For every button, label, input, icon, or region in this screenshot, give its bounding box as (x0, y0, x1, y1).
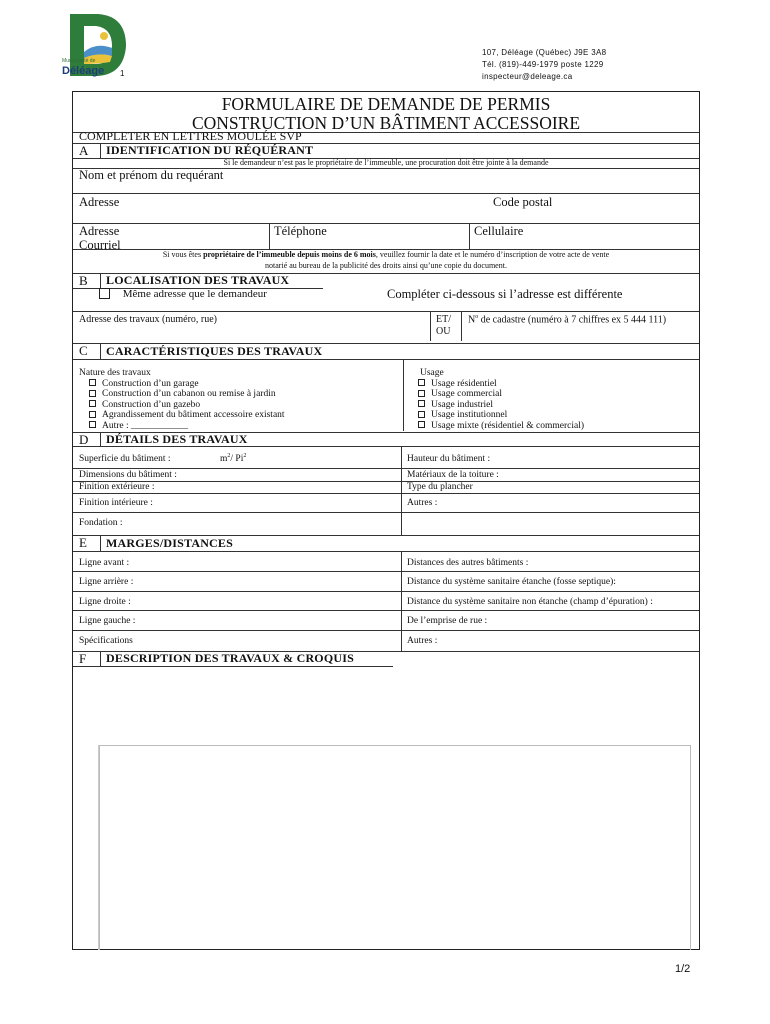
usage-item-residential[interactable] (418, 379, 584, 390)
divider (73, 630, 699, 631)
height-field[interactable]: Hauteur du bâtiment : (407, 454, 491, 464)
divider (73, 591, 699, 592)
unit-sup: 2 (227, 453, 231, 459)
section-a-note: Si le demandeur n’est pas le propriétaire de l’immeuble, une procuration doit être jointe à la demande (223, 158, 549, 167)
usage-item-label: Usage industriel (431, 399, 494, 410)
divider (269, 223, 270, 249)
section-f-title: DESCRIPTION DES TRAVAUX & CROQUIS (106, 651, 354, 665)
divider (100, 535, 101, 551)
section-c-title: CARACTÉRISTIQUES DES TRAVAUX (106, 344, 323, 358)
divider (73, 311, 699, 312)
area-unit (220, 453, 246, 464)
divider (73, 551, 699, 552)
section-c-letter: C (79, 343, 88, 358)
divider (100, 651, 101, 666)
floor-field[interactable]: Type du plancher (407, 482, 473, 492)
divider (73, 666, 393, 667)
section-a-title: IDENTIFICATION DU RÉQUÉRANT (106, 143, 314, 157)
nature-item-garage[interactable] (79, 379, 285, 390)
owner-note-pre: Si vous êtes (162, 250, 204, 259)
divider (73, 481, 699, 482)
email-label-line1: Adresse (79, 224, 120, 238)
section-e-letter: E (79, 535, 87, 550)
nature-item-shed[interactable] (79, 389, 285, 400)
postal-code-field[interactable]: Code postal (493, 195, 553, 209)
nature-item-label: Construction d’un garage (102, 378, 199, 389)
and-or-label (436, 314, 451, 338)
nature-item-gazebo[interactable] (79, 400, 285, 411)
divider (401, 446, 402, 536)
street-field[interactable]: De l’emprise de rue : (407, 616, 488, 626)
divider (73, 571, 699, 572)
usage-item-label: Usage résidentiel (431, 378, 497, 389)
permit-form (72, 91, 700, 950)
area-field[interactable]: Superficie du bâtiment : (79, 454, 171, 464)
usage-list (418, 368, 584, 432)
owner-note-post: , veuillez fournir la date et le numéro d’inscription de votre acte de vente (375, 250, 610, 259)
section-e-title: MARGES/DISTANCES (106, 536, 234, 550)
cadastre-label: de cadastre (numéro à 7 chiffres ex 5 444 111) (478, 314, 667, 326)
divider (100, 273, 101, 288)
usage-item-commercial[interactable] (418, 389, 584, 400)
divider (100, 143, 101, 158)
logo-sun (100, 32, 108, 40)
and-label: ET/ (436, 314, 451, 325)
divider (430, 311, 431, 341)
unit-pi: / Pi (230, 454, 244, 465)
checkbox[interactable] (418, 379, 425, 386)
requester-name-field[interactable]: Nom et prénom du requérant (79, 168, 224, 182)
divider (73, 610, 699, 611)
checkbox[interactable] (89, 411, 96, 418)
ext-finish-field[interactable]: Finition extérieure : (79, 482, 155, 492)
section-d-letter: D (79, 432, 89, 447)
divider (469, 223, 470, 249)
owner-note (73, 250, 699, 271)
phone-field[interactable]: Téléphone (274, 224, 327, 238)
divider (73, 446, 699, 447)
unit-sup: 2 (243, 453, 247, 459)
municipality-name: Déléage (62, 65, 105, 77)
municipality-small-label: Municipalité de (62, 58, 96, 64)
checkbox[interactable] (89, 390, 96, 397)
owner-note-bold: propriétaire de l’immeuble depuis moins de 6 mois (203, 250, 376, 259)
roof-field[interactable]: Matériaux de la toiture : (407, 470, 499, 480)
nature-item-label: Autre : ____________ (102, 420, 189, 431)
cell-field[interactable]: Cellulaire (474, 224, 524, 238)
other-buildings-field[interactable]: Distances des autres bâtiments : (407, 558, 529, 568)
dimensions-field[interactable]: Dimensions du bâtiment : (79, 470, 177, 480)
requester-email-field[interactable] (79, 224, 121, 252)
checkbox[interactable] (89, 400, 96, 407)
divider (100, 432, 101, 446)
unit-m: m (220, 454, 228, 465)
form-title-line2: CONSTRUCTION D’UN BÂTIMENT ACCESSOIRE (191, 113, 581, 133)
contact-email[interactable]: inspecteur@deleage.ca (482, 72, 573, 81)
contact-address: 107, Déléage (Québec) J9E 3A8 (482, 48, 607, 57)
logo-number: 1 (120, 69, 125, 78)
cadastre-field[interactable] (468, 314, 666, 325)
checkbox[interactable] (418, 411, 425, 418)
divider (73, 193, 699, 194)
contact-block (482, 47, 606, 83)
checkbox[interactable] (89, 379, 96, 386)
divider (73, 468, 699, 469)
sketch-area[interactable] (99, 745, 691, 950)
same-address-checkbox[interactable] (99, 288, 110, 299)
nature-list (79, 368, 285, 432)
divider (73, 512, 699, 513)
nature-item-label: Agrandissement du bâtiment accessoire existant (102, 410, 285, 421)
nature-item-label: Construction d’un cabanon ou remise à jardin (102, 389, 276, 400)
divider (73, 359, 699, 360)
nature-item-extension[interactable] (79, 410, 285, 421)
section-f-letter: F (79, 651, 87, 666)
work-address-field[interactable]: Adresse des travaux (numéro, rue) (79, 314, 218, 325)
usage-item-label: Usage mixte (résidentiel & commercial) (431, 420, 584, 431)
septic-field[interactable]: Distance du système sanitaire étanche (fosse septique): (407, 577, 616, 587)
front-line-field[interactable]: Ligne avant : (79, 558, 130, 568)
divider (401, 551, 402, 652)
owner-note-line2: notarié au bureau de la publicité des droits ainsi qu’une copie du document. (265, 260, 507, 270)
same-address-label: Même adresse que le demandeur (122, 288, 267, 300)
divider (403, 359, 404, 431)
usage-item-industrial[interactable] (418, 400, 584, 411)
others-distance-field[interactable]: Autres : (407, 636, 438, 646)
nature-item-other[interactable] (79, 421, 285, 432)
right-line-field[interactable]: Ligne droite : (79, 597, 131, 607)
section-d-title: DÉTAILS DES TRAVAUX (106, 432, 248, 446)
usage-item-label: Usage institutionnel (431, 410, 508, 421)
logo-text (62, 58, 104, 77)
cadastre-n: N (468, 314, 476, 326)
email-label-line2: Courriel (79, 238, 121, 252)
nature-item-label: Construction d’un gazebo (102, 399, 201, 410)
divider (73, 223, 699, 224)
cadastre-sup: o (475, 314, 479, 320)
section-a-letter: A (79, 143, 89, 158)
divider (100, 343, 101, 359)
divider (73, 493, 699, 494)
or-label: OU (436, 326, 451, 337)
divider (461, 311, 462, 341)
section-b-letter: B (79, 273, 88, 288)
usage-item-label: Usage commercial (431, 389, 502, 400)
nature-label: Nature des travaux (79, 368, 151, 378)
left-line-field[interactable]: Ligne gauche : (79, 616, 136, 626)
usage-item-mixed[interactable] (418, 421, 584, 432)
form-title-line1: FORMULAIRE DE DEMANDE DE PERMIS (221, 94, 551, 114)
others-field[interactable]: Autres : (407, 498, 438, 508)
drain-field[interactable]: Distance du système sanitaire non étanche (champ d’épuration) : (407, 597, 653, 607)
int-finish-field[interactable]: Finition intérieure : (79, 498, 153, 508)
checkbox[interactable] (89, 421, 96, 428)
usage-item-institutional[interactable] (418, 410, 584, 421)
foundation-field[interactable]: Fondation : (79, 518, 123, 528)
section-b-title: LOCALISATION DES TRAVAUX (106, 273, 290, 287)
requester-address-field[interactable]: Adresse (79, 195, 120, 209)
usage-label: Usage (420, 368, 444, 378)
back-line-field[interactable]: Ligne arrière : (79, 577, 134, 587)
checkbox[interactable] (418, 421, 425, 428)
checkbox[interactable] (418, 390, 425, 397)
instruction-text: COMPLETER EN LETTRES MOULÉE SVP (79, 129, 302, 143)
contact-phone: Tél. (819)-449-1979 poste 1229 (482, 60, 604, 69)
page-number: 1/2 (675, 963, 691, 975)
checkbox[interactable] (418, 400, 425, 407)
complete-below-text: Compléter ci-dessous si l’adresse est différente (387, 287, 623, 301)
same-address-option[interactable] (99, 288, 267, 300)
specifications-field[interactable]: Spécifications (79, 636, 133, 646)
